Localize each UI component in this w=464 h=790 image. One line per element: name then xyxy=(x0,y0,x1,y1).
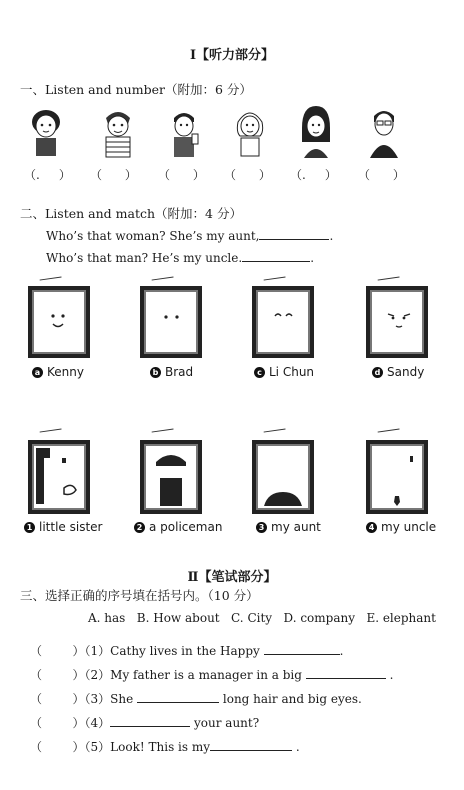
frame-hook xyxy=(264,429,287,439)
frame-label-kenny xyxy=(32,365,84,379)
frame-brad[interactable] xyxy=(140,286,202,358)
badge-a: a xyxy=(32,367,43,378)
question-blank[interactable] xyxy=(110,714,190,727)
silhouette-icon xyxy=(260,448,306,506)
question-text: Look! This is my xyxy=(110,740,211,754)
frame-hook xyxy=(152,277,175,287)
frame-hook xyxy=(378,277,401,287)
question-text-after: . xyxy=(295,740,300,754)
badge-c: c xyxy=(254,367,265,378)
question-text-after: your aunt? xyxy=(194,716,260,730)
face-icon xyxy=(272,310,296,324)
question-paren[interactable]: （ ） xyxy=(30,644,85,658)
answer-paren-row xyxy=(24,166,444,182)
part1-heading: 一、Listen and number（附加：6 分） xyxy=(20,82,252,97)
woman-figure xyxy=(294,104,338,160)
question-paren[interactable]: （ ） xyxy=(30,716,85,730)
question-number: （4） xyxy=(84,716,111,730)
label-my-uncle: my uncle xyxy=(381,520,437,534)
frame-label-li-chun xyxy=(254,365,314,379)
options-line: A. has B. How about C. City D. company E. elephant xyxy=(88,611,436,625)
face-icon xyxy=(44,310,74,334)
match-line-1-text: Who’s that woman? She’s my aunt, xyxy=(46,229,260,243)
question-number: （5） xyxy=(84,740,111,754)
match-line-1: Who’s that woman? She’s my aunt, . xyxy=(46,229,334,243)
question-text: My father is a manager in a big xyxy=(110,668,302,682)
boy-figure-2 xyxy=(162,104,206,160)
match-line-2-text: Who’s that man? He’s my uncle. xyxy=(46,251,243,265)
match-line-2: Who’s that man? He’s my uncle. . xyxy=(46,251,315,265)
girl-figure-1 xyxy=(24,104,68,160)
question-text-after: long hair and big eyes. xyxy=(222,692,362,706)
question-blank[interactable] xyxy=(210,738,292,751)
question-4 xyxy=(30,714,259,731)
girl-figure-2 xyxy=(228,104,272,160)
label-little-sister: little sister xyxy=(39,520,103,534)
question-text: Cathy lives in the Happy xyxy=(110,644,260,658)
label-kenny: Kenny xyxy=(47,365,84,379)
label-policeman: a policeman xyxy=(149,520,223,534)
question-3 xyxy=(30,690,362,707)
frame-my-uncle[interactable] xyxy=(366,440,428,514)
frame-hook xyxy=(40,429,63,439)
top-frames-row xyxy=(0,276,464,386)
face-icon xyxy=(386,310,412,332)
boy-figure-1 xyxy=(96,104,140,160)
question-number: （1） xyxy=(84,644,111,658)
frame-label-policeman xyxy=(134,520,222,534)
frame-policeman[interactable] xyxy=(140,440,202,514)
question-text: She xyxy=(110,692,134,706)
label-li-chun: Li Chun xyxy=(269,365,315,379)
answer-paren-5[interactable]: （. ） xyxy=(290,168,337,182)
frame-li-chun[interactable] xyxy=(252,286,314,358)
part2-heading: 二、Listen and match（附加：4 分） xyxy=(20,206,242,221)
question-blank[interactable] xyxy=(264,642,340,655)
question-blank[interactable] xyxy=(306,666,386,679)
badge-3: 3 xyxy=(256,522,267,533)
figure-row xyxy=(24,104,444,160)
question-2 xyxy=(30,666,393,683)
frame-sandy[interactable] xyxy=(366,286,428,358)
bottom-frames-row xyxy=(0,428,464,540)
frame-hook xyxy=(40,277,63,287)
label-sandy: Sandy xyxy=(387,365,425,379)
frame-label-my-uncle xyxy=(366,520,436,534)
question-text-after: . xyxy=(339,644,344,658)
frame-my-aunt[interactable] xyxy=(252,440,314,514)
question-blank[interactable] xyxy=(137,690,219,703)
frame-label-sandy xyxy=(372,365,424,379)
question-number: （2） xyxy=(84,668,111,682)
label-brad: Brad xyxy=(165,365,194,379)
badge-2: 2 xyxy=(134,522,145,533)
badge-d: d xyxy=(372,367,383,378)
answer-paren-6[interactable]: （ ） xyxy=(358,168,405,182)
question-5 xyxy=(30,738,300,755)
section-title-listening: Ⅰ【听力部分】 xyxy=(189,48,275,63)
part3-heading: 三、选择正确的序号填在括号内。（10 分） xyxy=(20,588,259,603)
answer-paren-3[interactable]: （ ） xyxy=(158,168,205,182)
badge-1: 1 xyxy=(24,522,35,533)
label-my-aunt: my aunt xyxy=(271,520,321,534)
section-title-writing: Ⅱ【笔试部分】 xyxy=(187,570,277,585)
frame-label-little-sister xyxy=(24,520,102,534)
question-paren[interactable]: （ ） xyxy=(30,692,85,706)
badge-b: b xyxy=(150,367,161,378)
question-paren[interactable]: （ ） xyxy=(30,740,85,754)
frame-little-sister[interactable] xyxy=(28,440,90,514)
answer-paren-1[interactable]: （. ） xyxy=(24,168,71,182)
frame-label-brad xyxy=(150,365,193,379)
frame-kenny[interactable] xyxy=(28,286,90,358)
silhouette-icon xyxy=(36,448,82,506)
match-blank-1[interactable] xyxy=(259,227,329,240)
question-1 xyxy=(30,642,343,659)
question-text-after: . xyxy=(389,668,394,682)
badge-4: 4 xyxy=(366,522,377,533)
frame-label-my-aunt xyxy=(256,520,321,534)
frame-hook xyxy=(152,429,175,439)
answer-paren-2[interactable]: （ ） xyxy=(90,168,137,182)
match-blank-2[interactable] xyxy=(242,249,310,262)
police-cap-icon xyxy=(148,448,194,506)
frame-hook xyxy=(264,277,287,287)
answer-paren-4[interactable]: （ ） xyxy=(224,168,271,182)
man-figure xyxy=(362,104,406,160)
frame-hook xyxy=(378,429,401,439)
question-number: （3） xyxy=(84,692,111,706)
tie-icon xyxy=(374,448,420,506)
face-icon xyxy=(160,312,184,324)
question-paren[interactable]: （ ） xyxy=(30,668,85,682)
